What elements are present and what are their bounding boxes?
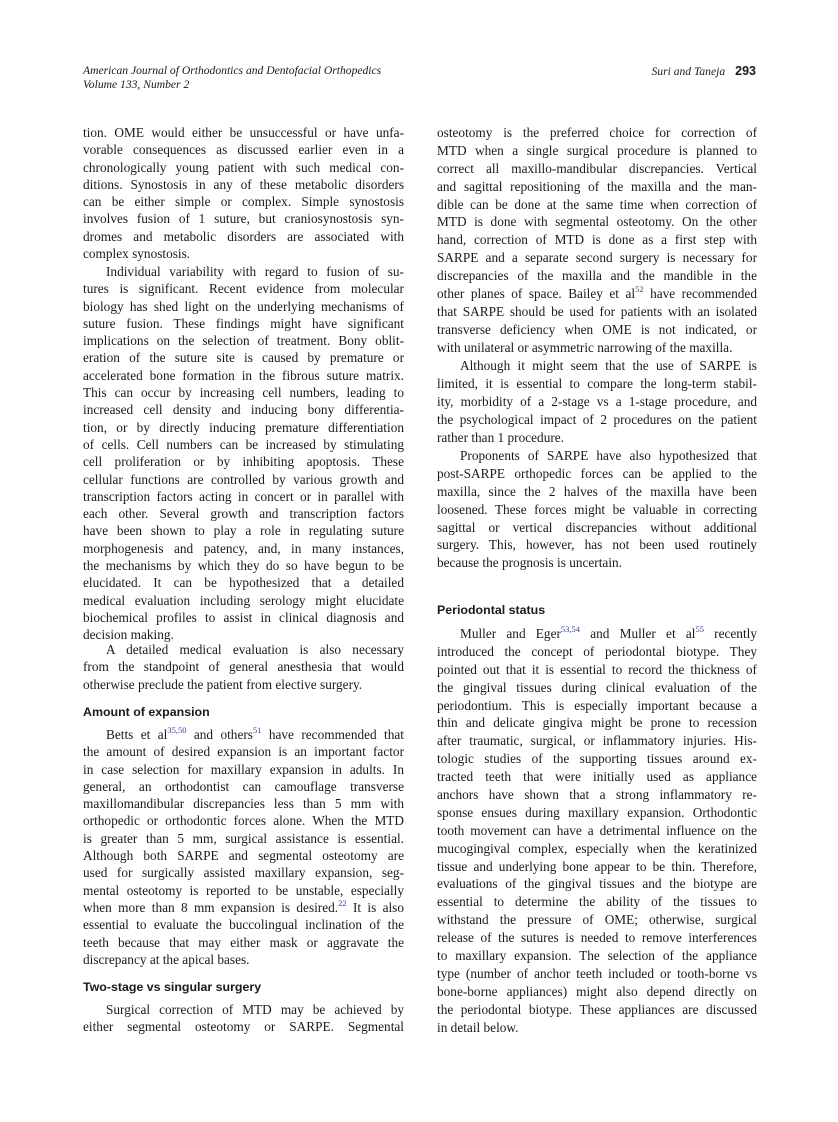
text-line: decision making. [83, 627, 174, 643]
text-line: biology has shed light on the underlying mechanisms of [83, 298, 404, 314]
text-line: tissue and underlying bone appear to be thin. Therefore, [437, 858, 757, 874]
text-line: transverse deficiency when OME is not indicated, or [437, 321, 757, 337]
running-header-right [651, 64, 756, 79]
text-line: osteotomy is the preferred choice for correction of [437, 125, 757, 140]
paragraph [83, 1001, 404, 1036]
text-line: sponse ensues during maxillary expansion. Orthodontic [437, 804, 757, 820]
text-line: dromes and metabolic disorders are associated with [83, 228, 404, 244]
text-line: that SARPE should be used for patients with an isolated [437, 303, 757, 319]
text-line: post-SARPE orthopedic forces can be applied to the [437, 465, 757, 481]
text-line: dible can be done at the same time when correction of [437, 196, 757, 212]
paragraph [437, 124, 757, 357]
text-line: of cells. Cell numbers can be increased by stimulating [83, 436, 404, 452]
text-line: periodontium. This is especially important because a [437, 697, 757, 713]
text-line: biochemical profiles to assist in clinical diagnosis and [83, 609, 404, 625]
running-header-left [83, 64, 381, 92]
text-line: have been shown to play a role in regulating suture [83, 523, 404, 539]
text-line: Although both SARPE and segmental osteotomy are [83, 848, 404, 864]
text-line: maxilla, since the 2 halves of the maxilla have been [437, 483, 757, 499]
text-line: rather than 1 procedure. [437, 429, 564, 445]
paragraph [83, 641, 404, 693]
text-line: after traumatic, surgical, or inflammatory injuries. His- [437, 733, 757, 749]
paragraph [83, 263, 404, 644]
section-heading-periodontal-status: Periodontal status [437, 603, 546, 617]
text-run: have recommended that [261, 727, 405, 742]
text-line: type (number of anchor teeth included or tooth-borne vs [437, 965, 757, 981]
text-run: Betts et al [106, 727, 168, 742]
text-line: medical evaluation including serology might elucidate [83, 592, 404, 608]
text-line: increased cell density and inducing bony differentia- [83, 402, 404, 418]
text-line: involves fusion of 1 suture, but craniosynostosis syn- [83, 211, 404, 227]
text-run: and Muller et al [580, 626, 696, 641]
text-line: in detail below. [437, 1019, 519, 1035]
text-line: morphogenesis and patency, and, in many instances, [83, 540, 404, 556]
text-run: recently [703, 626, 757, 641]
text-line: limited, it is essential to compare the long-term stabil- [437, 375, 757, 391]
paragraph [437, 447, 757, 572]
paragraph [83, 124, 404, 262]
text-line: cell proliferation or by inhibiting apoptosis. These [83, 454, 404, 470]
text-run: It is also [346, 899, 405, 915]
text-line: the periodontal biotype. These appliances are discussed [437, 1001, 757, 1017]
page-number: 293 [735, 64, 756, 78]
text-line: hand, correction of MTD is done as a first step with [437, 232, 757, 248]
text-line: suture fusion. These findings might have significant [83, 315, 404, 331]
text-run: other planes of space. Bailey et al [437, 286, 636, 302]
citation-link[interactable]: 51 [252, 725, 262, 735]
section-heading-two-stage-surgery: Two-stage vs singular surgery [83, 980, 262, 994]
text-line: is greater than 5 mm, surgical assistance is essential. [83, 830, 404, 846]
citation-link[interactable]: 52 [635, 284, 644, 295]
text-line: MTD is done with segmental osteotomy. On the other [437, 214, 757, 230]
text-line: discrepancy at the apical bases. [83, 951, 250, 967]
text-line: tracted teeth that were initially used as appliance [437, 769, 757, 785]
text-line: the gingival tissues during clinical evaluation of the [437, 679, 757, 695]
text-line: tooth movement can have a detrimental influence on the [437, 822, 757, 838]
text-line: ity, morbidity of a 2-stage vs a 1-stage procedure, and [437, 393, 757, 409]
text-line: because the prognosis is uncertain. [437, 555, 622, 571]
text-run: when more than 8 mm expansion is desired. [83, 899, 339, 915]
citation-link[interactable]: 53,54 [560, 624, 581, 634]
text-line: sagittal or vertical discrepancies without additional [437, 519, 757, 535]
text-line: tion, or by directly inducing premature differentiation [83, 419, 404, 435]
text-line: from the standpoint of general anesthesia that would [83, 659, 404, 675]
authors: Suri and Taneja [651, 65, 726, 78]
text-line: either segmental osteotomy or SARPE. Segmental [83, 1019, 404, 1035]
text-line: can be either simple or complex. Simple synostosis [83, 194, 404, 210]
text-line: mental osteotomy is reported to be unstable, especially [83, 882, 404, 898]
section-heading-amount-of-expansion: Amount of expansion [83, 705, 210, 719]
text-line: mucogingival complex, especially when the keratinized [437, 840, 757, 856]
text-line: implications on the selection of treatment. Bony oblit- [83, 333, 404, 349]
text-line: tologic studies of the supporting tissues around ex- [437, 751, 757, 767]
text-line: essential to evaluate the buccolingual inclination of the [83, 917, 404, 933]
text-line: essential to determine the ability of the tissues to [437, 894, 757, 910]
text-line: anchors have shown that a strong inflammatory re- [437, 787, 757, 803]
citation-link[interactable]: 22 [338, 897, 347, 908]
paragraph [83, 726, 404, 968]
text-line: Although it might seem that the use of SARPE is [460, 358, 757, 373]
text-line: with unilateral or asymmetric narrowing of the maxilla. [437, 339, 733, 355]
text-run: and others [186, 727, 253, 742]
text-line: This can occur by increasing cell numbers, leading to [83, 385, 404, 401]
text-line: loosened. These forces might be valuable in correcting [437, 501, 757, 517]
text-line: transcription factors acting in concert or in parallel with [83, 488, 404, 504]
text-line: tion. OME would either be unsuccessful or have unfa- [83, 125, 404, 140]
text-line: in case selection for maxillary expansion in adults. In [83, 761, 404, 777]
text-line: vorable consequences as discussed earlier even in a [83, 142, 404, 158]
text-line: Individual variability with regard to fusion of su- [106, 264, 404, 279]
text-line: withstand the pressure of OME; otherwise, surgical [437, 912, 757, 928]
text-line: ditions. Synostosis in any of these metabolic disorders [83, 176, 404, 192]
text-line: introduced the concept of periodontal biotype. They [437, 643, 757, 659]
text-line [83, 726, 404, 743]
text-line: the amount of desired expansion is an important factor [83, 744, 404, 760]
text-line [83, 899, 404, 916]
text-line: evaluations of the gingival tissues and the biotype are [437, 876, 757, 892]
text-line: correct all maxillo-mandibular discrepancies. Vertical [437, 160, 757, 176]
text-line: A detailed medical evaluation is also necessary [106, 642, 404, 657]
text-line: accelerated bone formation in the fibrous suture matrix. [83, 367, 404, 383]
text-line: bone-borne appliances) might also depend directly on [437, 983, 757, 999]
text-line: elucidated. It can be hypothesized that a detailed [83, 575, 404, 591]
paragraph [437, 625, 757, 1036]
citation-link[interactable]: 55 [695, 624, 704, 634]
text-line: maxillomandibular discrepancies less than 5 mm with [83, 796, 404, 812]
text-line: teeth because that may either mask or aggravate the [83, 934, 404, 950]
text-line: surgery. This, however, has not been used routinely [437, 537, 757, 553]
text-line: thin and delicate gingiva might be prone to recession [437, 715, 757, 731]
text-line: eration of the suture site is caused by premature or [83, 350, 404, 366]
text-line: Surgical correction of MTD may be achieved by [106, 1002, 404, 1017]
text-line: chronologically young patient with such medical con- [83, 159, 404, 175]
text-line: SARPE and a separate second surgery is necessary for [437, 250, 757, 266]
journal-title: American Journal of Orthodontics and Dentofacial Orthopedics [83, 64, 382, 77]
text-line [437, 625, 757, 643]
text-line: the psychological impact of 2 procedures on the patient [437, 411, 757, 427]
text-line: tures is significant. Recent evidence from molecular [83, 281, 404, 297]
text-line: pointed out that it is essential to record the thickness of [437, 661, 757, 677]
text-line: and sagittal repositioning of the maxilla and the man- [437, 178, 757, 194]
paragraph [437, 357, 757, 446]
text-line: otherwise preclude the patient from elective surgery. [83, 676, 363, 692]
text-line: MTD when a single surgical procedure is planned to [437, 142, 757, 158]
text-line: release of the sutures is needed to remove interferences [437, 930, 757, 946]
text-line: each other. Several growth and transcription factors [83, 506, 404, 522]
text-line: the mechanisms by which they do so have begun to be [83, 558, 404, 574]
text-run: Muller and Eger [460, 626, 561, 641]
text-line: discrepancies of the maxilla and the mandible in the [437, 268, 757, 284]
journal-volume: Volume 133, Number 2 [83, 78, 190, 91]
text-line: to maxillary expansion. The selection of the appliance [437, 948, 757, 964]
citation-link[interactable]: 35,50 [167, 725, 187, 735]
text-line: used for surgically assisted maxillary expansion, seg- [83, 865, 404, 881]
text-line: cellular functions are controlled by various growth and [83, 471, 404, 487]
text-run: have recommended [643, 286, 757, 302]
text-line: Proponents of SARPE have also hypothesized that [460, 448, 757, 463]
text-line [437, 285, 757, 303]
text-line: orthopedic or orthodontic forces alone. When the MTD [83, 813, 404, 829]
text-line: complex synostosis. [83, 246, 191, 262]
text-line: general, an orthodontist can camouflage transverse [83, 778, 404, 794]
